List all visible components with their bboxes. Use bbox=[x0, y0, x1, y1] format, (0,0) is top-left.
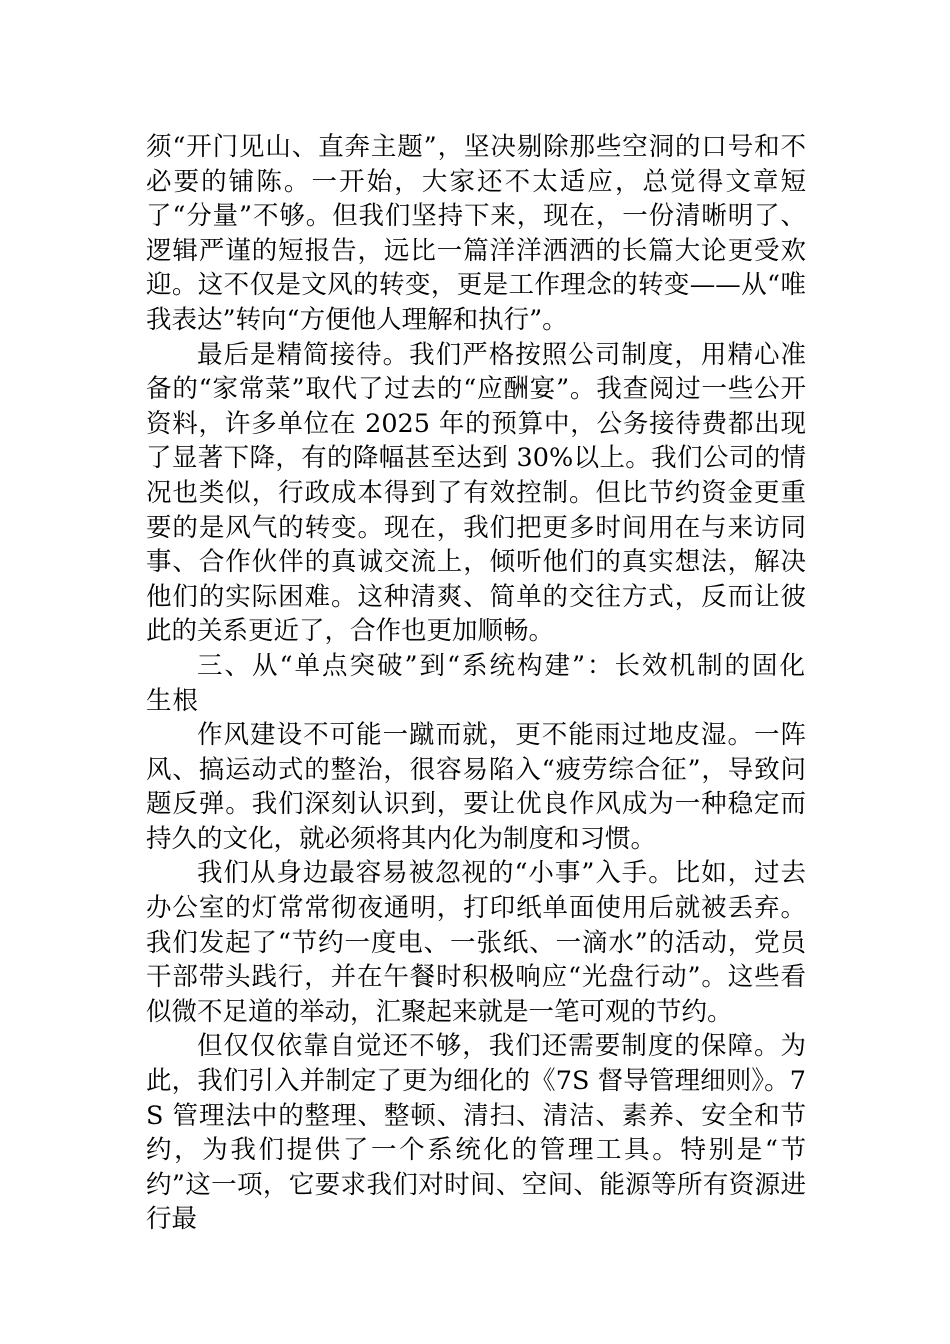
paragraph-style-building: 作风建设不可能一蹴而就，更不能雨过地皮湿。一阵风、搞运动式的整治，很容易陷入“疲劳综合征”，导致问题反弹。我们深刻认识到，要让优良作风成为一种稳定而持久的文化，就必须将其内化为制度和习惯。 bbox=[146, 720, 806, 854]
paragraph-continuation: 须“开门见山、直奔主题”，坚决剔除那些空洞的口号和不必要的铺陈。一开始，大家还不太适应，总觉得文章短了“分量”不够。但我们坚持下来，现在，一份清晰明了、逻辑严谨的短报告，远比一篇洋洋洒洒的长篇大论更受欢迎。这不仅是文风的转变，更是工作理念的转变——从“唯我表达”转向“方便他人理解和执行”。 bbox=[146, 132, 806, 335]
section-heading: 三、从“单点突破”到“系统构建”：长效机制的固化生根 bbox=[146, 650, 806, 716]
document-body bbox=[146, 130, 806, 1237]
paragraph-small-things: 我们从身边最容易被忽视的“小事”入手。比如，过去办公室的灯常常彻夜通明，打印纸单面使用后就被丢弃。我们发起了“节约一度电、一张纸、一滴水”的活动，党员干部带头践行，并在午餐时积极响应“光盘行动”。这些看似微不足道的举动，汇聚起来就是一笔可观的节约。 bbox=[146, 858, 806, 1027]
paragraph-reception: 最后是精简接待。我们严格按照公司制度，用精心准备的“家常菜”取代了过去的“应酬宴”。我查阅过一些公开资料，许多单位在 2025 年的预算中，公务接待费都出现了显著下降，有的降幅甚至达到 30%以上。我们公司的情况也类似，行政成本得到了有效控制。但比节约资金更重要的是风气的转变。现在，我们把更多时间用在与来访同事、合作伙伴的真诚交流上，倾听他们的真实想法，解决他们的实际困难。这种清爽、简单的交往方式，反而让彼此的关系更近了，合作也更加顺畅。 bbox=[146, 339, 806, 647]
paragraph-7s-rules: 但仅仅依靠自觉还不够，我们还需要制度的保障。为此，我们引入并制定了更为细化的《7S 督导管理细则》。7S 管理法中的整理、整顿、清扫、清洁、素养、安全和节约，为我们提供了一个系统化的管理工具。特别是“节约”这一项，它要求我们对时间、空间、能源等所有资源进行最 bbox=[146, 1031, 806, 1235]
